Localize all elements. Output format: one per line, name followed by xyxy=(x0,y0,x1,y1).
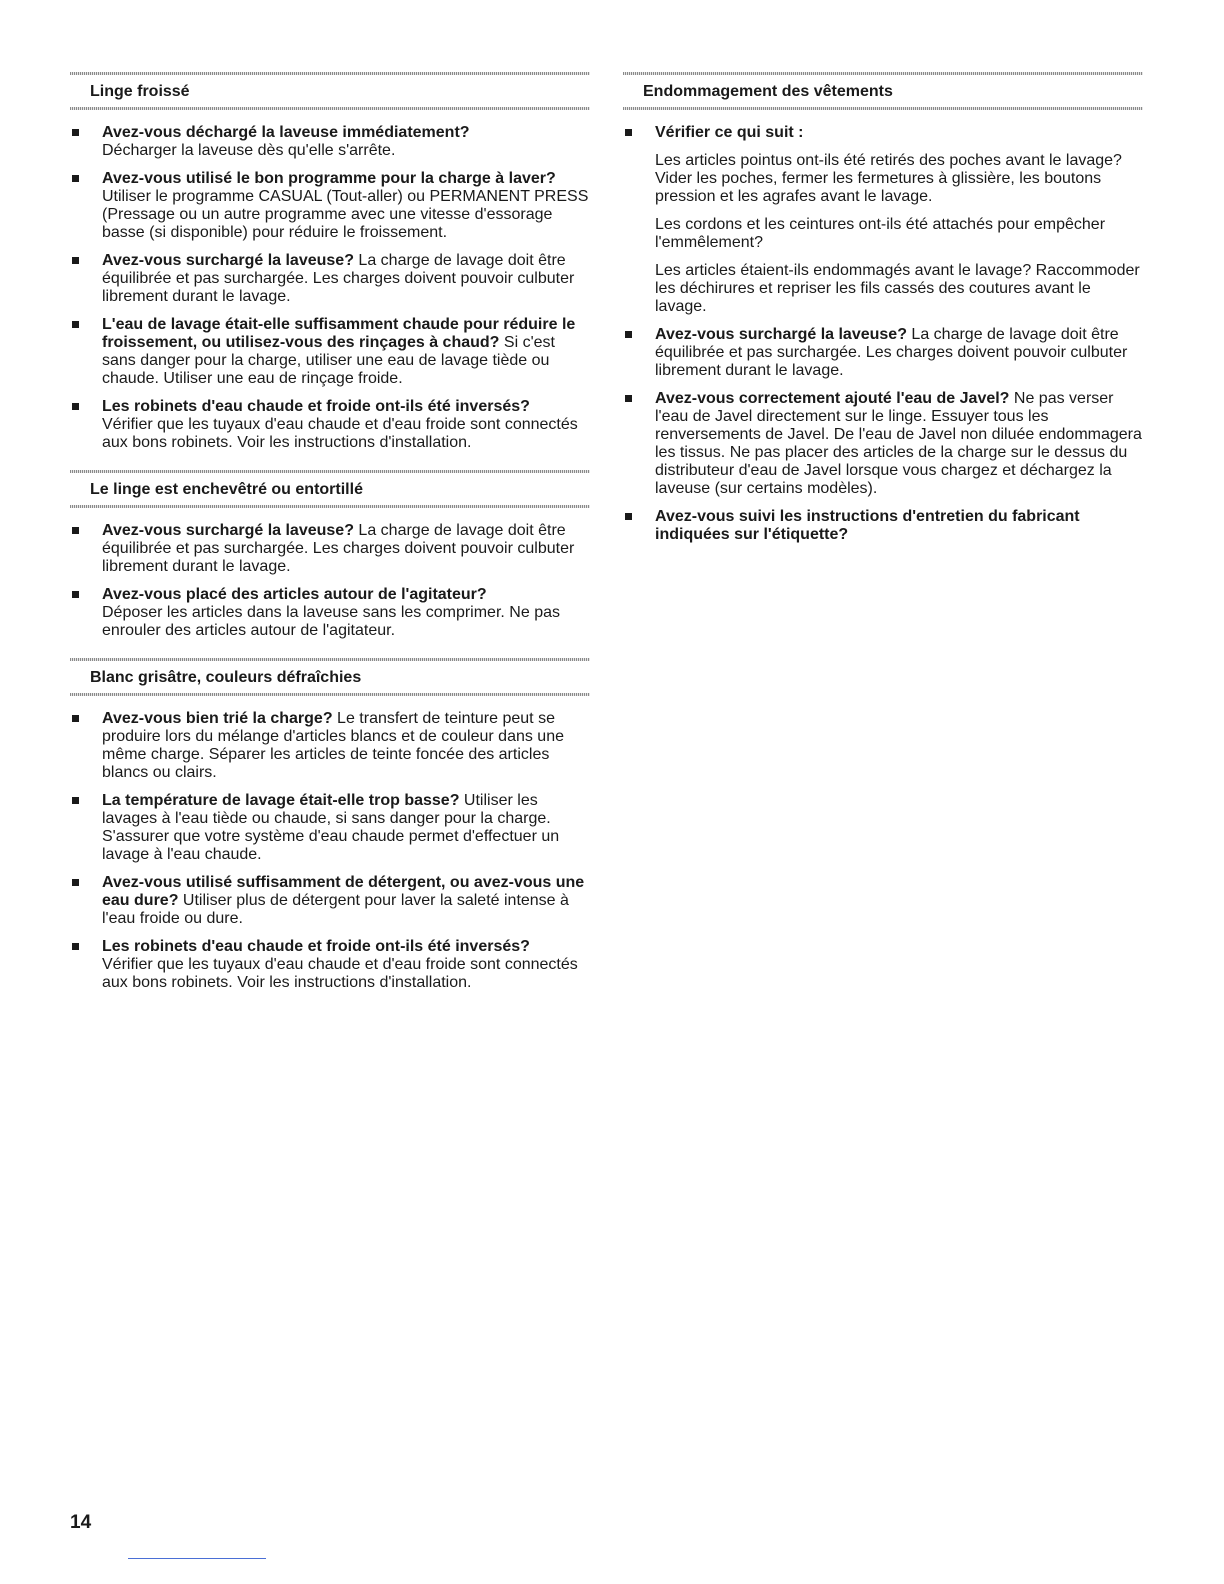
check-paragraph: Les cordons et les ceintures ont-ils été attachés pour empêcher l'emmêlement? xyxy=(655,216,1106,251)
square-bullet-icon xyxy=(72,943,79,950)
question-text: Avez-vous utilisé suffisamment de détergent, ou avez-vous une eau dure? xyxy=(102,874,585,909)
list-linge-froisse xyxy=(70,124,590,452)
question-text: Vérifier ce qui suit : xyxy=(655,124,804,141)
list-item xyxy=(70,124,590,160)
list-item xyxy=(70,252,590,306)
list-item xyxy=(623,508,1143,544)
section-heading-linge-enchevetre: Le linge est enchevêtré ou entortillé xyxy=(70,470,590,508)
list-item xyxy=(70,522,590,576)
answer-text: Ne pas verser l'eau de Javel directement sur le linge. Essuyer tous les renversements de Javel. De l'eau de Javel non diluée endommagera les tissus. Ne pas placer des articles de la charge sur le dessus du distributeur d'eau de Javel lorsque vous chargez et déchargez la laveuse (sur certains modèles). xyxy=(655,390,1142,497)
section-heading-endommagement: Endommagement des vêtements xyxy=(623,72,1143,110)
question-text: Avez-vous surchargé la laveuse? xyxy=(655,326,907,343)
square-bullet-icon xyxy=(625,331,632,338)
square-bullet-icon xyxy=(625,129,632,136)
square-bullet-icon xyxy=(72,591,79,598)
answer-text: Vérifier que les tuyaux d'eau chaude et d'eau froide sont connectés aux bons robinets. Voir les instructions d'installation. xyxy=(102,416,578,451)
section-heading-linge-froisse: Linge froissé xyxy=(70,72,590,110)
question-text: Avez-vous surchargé la laveuse? xyxy=(102,522,354,539)
list-item xyxy=(70,170,590,242)
answer-text: La charge de lavage doit être équilibrée et pas surchargée. Les charges doivent pouvoir culbuter librement durant le lavage. xyxy=(102,522,575,575)
list-item xyxy=(70,586,590,640)
answer-text: Le transfert de teinture peut se produire lors du mélange d'articles blancs et de couleur dans une même charge. Séparer les articles de teinte foncée des articles blancs ou clairs. xyxy=(102,710,564,781)
answer-text: Vérifier que les tuyaux d'eau chaude et d'eau froide sont connectés aux bons robinets. Voir les instructions d'installation. xyxy=(102,956,578,991)
list-item xyxy=(70,938,590,992)
check-paragraph: Les articles étaient-ils endommagés avant le lavage? Raccommoder les déchirures et repriser les fils cassés des coutures avant le lavage. xyxy=(655,262,1140,315)
square-bullet-icon xyxy=(72,321,79,328)
section-heading-blanc-grisatre: Blanc grisâtre, couleurs défraîchies xyxy=(70,658,590,696)
square-bullet-icon xyxy=(72,129,79,136)
list-endommagement xyxy=(623,124,1143,544)
question-text: Avez-vous surchargé la laveuse? xyxy=(102,252,354,269)
left-column xyxy=(70,72,590,1010)
page-number: 14 xyxy=(70,1512,92,1533)
list-item xyxy=(70,792,590,864)
square-bullet-icon xyxy=(72,257,79,264)
square-bullet-icon xyxy=(625,513,632,520)
question-text: Les robinets d'eau chaude et froide ont-ils été inversés? xyxy=(102,938,530,955)
answer-text: Déposer les articles dans la laveuse sans les comprimer. Ne pas enrouler des articles autour de l'agitateur. xyxy=(102,604,560,639)
question-text: Avez-vous suivi les instructions d'entretien du fabricant indiquées sur l'étiquette? xyxy=(655,508,1080,543)
question-text: Avez-vous placé des articles autour de l'agitateur? xyxy=(102,586,487,603)
right-column xyxy=(623,72,1143,562)
question-text: Avez-vous déchargé la laveuse immédiatement? xyxy=(102,124,470,141)
check-paragraphs xyxy=(655,152,1143,316)
question-text: Avez-vous bien trié la charge? xyxy=(102,710,333,727)
list-item xyxy=(623,124,1143,316)
answer-text: Utiliser plus de détergent pour laver la saleté intense à l'eau froide ou dure. xyxy=(102,892,569,927)
answer-text: Utiliser les lavages à l'eau tiède ou chaude, si sans danger pour la charge. S'assurer que votre système d'eau chaude permet d'effectuer un lavage à l'eau chaude. xyxy=(102,792,560,863)
answer-text: Si c'est sans danger pour la charge, utiliser une eau de lavage tiède ou chaude. Utiliser une eau de rinçage froide. xyxy=(102,334,555,387)
square-bullet-icon xyxy=(72,715,79,722)
square-bullet-icon xyxy=(72,797,79,804)
list-item xyxy=(70,398,590,452)
answer-text: Utiliser le programme CASUAL (Tout-aller) ou PERMANENT PRESS (Pressage ou un autre programme avec une vitesse d'essorage basse (si disponible) pour réduire le froissement. xyxy=(102,188,589,241)
question-text: L'eau de lavage était-elle suffisamment chaude pour réduire le froissement, ou utilisez-vous des rinçages à chaud? xyxy=(102,316,576,351)
answer-text: La charge de lavage doit être équilibrée et pas surchargée. Les charges doivent pouvoir culbuter librement durant le lavage. xyxy=(655,326,1128,379)
list-item xyxy=(70,874,590,928)
list-blanc-grisatre xyxy=(70,710,590,992)
list-item xyxy=(70,316,590,388)
check-paragraph: Les articles pointus ont-ils été retirés des poches avant le lavage? Vider les poches, fermer les fermetures à glissière, les boutons pression et les agrafes avant le lavage. xyxy=(655,152,1122,205)
square-bullet-icon xyxy=(625,395,632,402)
question-text: Les robinets d'eau chaude et froide ont-ils été inversés? xyxy=(102,398,530,415)
list-linge-enchevetre xyxy=(70,522,590,640)
list-item xyxy=(70,710,590,782)
square-bullet-icon xyxy=(72,527,79,534)
answer-text: Décharger la laveuse dès qu'elle s'arrête. xyxy=(102,142,396,159)
question-text: Avez-vous utilisé le bon programme pour la charge à laver? xyxy=(102,170,556,187)
question-text: La température de lavage était-elle trop basse? xyxy=(102,792,460,809)
list-item xyxy=(623,326,1143,380)
list-item xyxy=(623,390,1143,498)
footer-rule xyxy=(128,1558,266,1559)
square-bullet-icon xyxy=(72,879,79,886)
answer-text: La charge de lavage doit être équilibrée et pas surchargée. Les charges doivent pouvoir culbuter librement durant le lavage. xyxy=(102,252,575,305)
square-bullet-icon xyxy=(72,403,79,410)
square-bullet-icon xyxy=(72,175,79,182)
question-text: Avez-vous correctement ajouté l'eau de Javel? xyxy=(655,390,1010,407)
